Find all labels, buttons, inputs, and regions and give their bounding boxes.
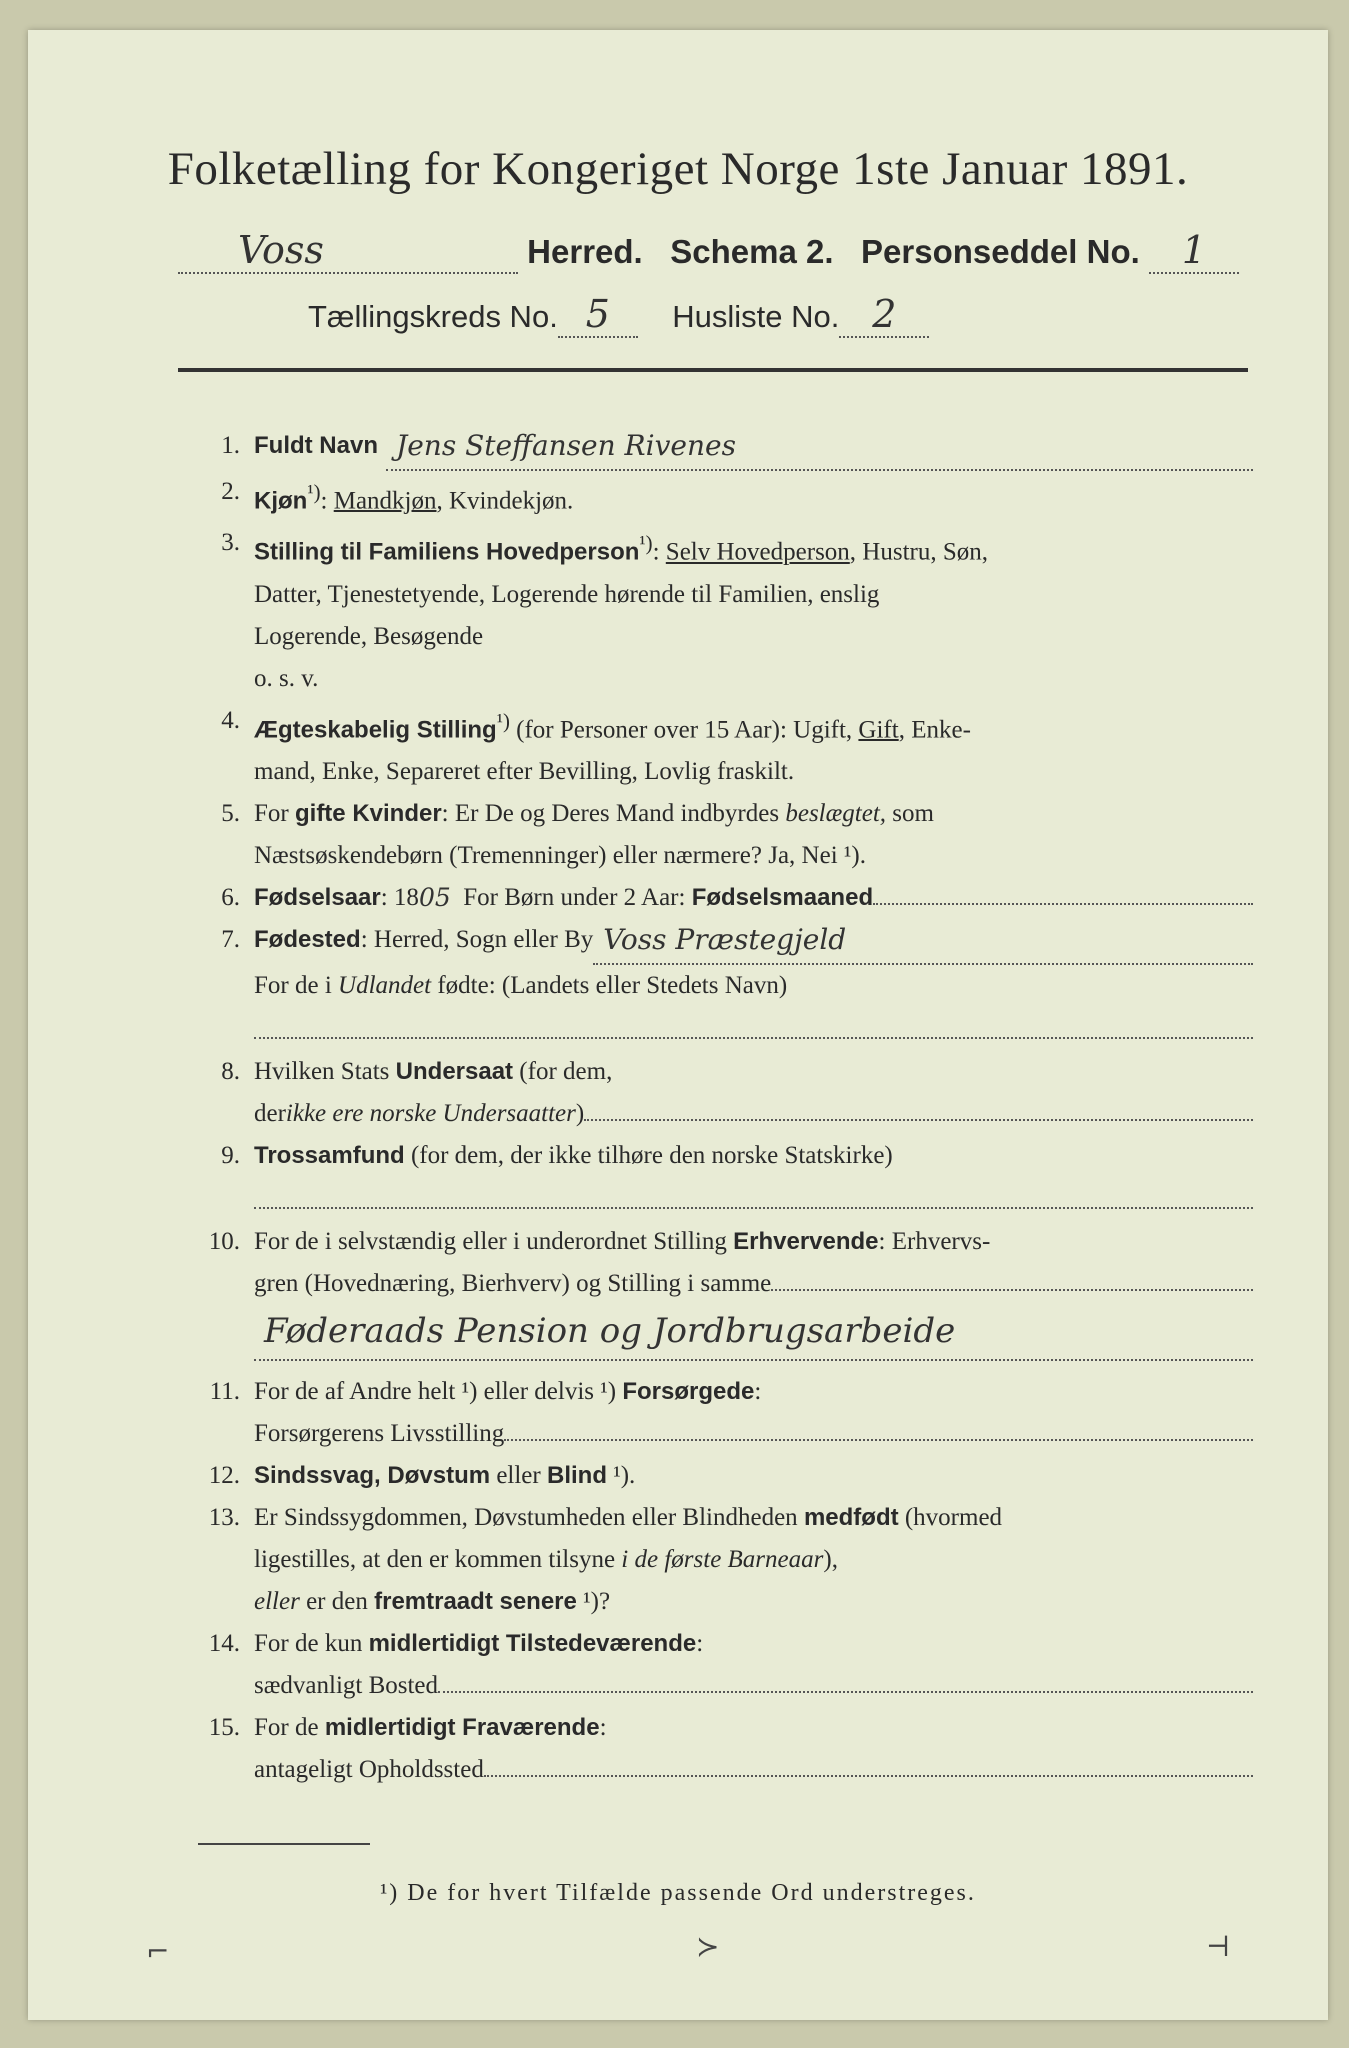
- birth-year-answer: 05: [418, 882, 451, 912]
- question-4: 4. Ægteskabelig Stilling$^{^1)}$ (for Personer over 15 Aar): Ugift, Gift, Enke- mand, Enke, Separeret efter Bevilling, Lovlig fraskilt.: [221, 706, 971, 785]
- taellingskreds-label: Tællingskreds No.: [308, 299, 558, 334]
- marital-status-selected: Gift: [858, 715, 899, 743]
- form-title: Folketælling for Kongeriget Norge 1ste Januar 1891.: [167, 143, 1189, 195]
- birthplace-answer: Voss Præstegjeld: [603, 922, 847, 956]
- question-8: 8. Hvilken Stats Undersaat (for dem, der ikke ere norske Undersaatter ): [178, 1051, 1253, 1135]
- question-9: 9. Trossamfund (for dem, der ikke tilhøre den norske Statskirke): [178, 1135, 1253, 1221]
- family-position-selected: Selv Hovedperson: [665, 538, 850, 566]
- husliste-label: Husliste No.: [672, 299, 840, 334]
- taellingskreds-value: 5: [585, 292, 610, 336]
- question-1-label: Fuldt Navn: [254, 432, 378, 459]
- header-rule: [178, 368, 1248, 372]
- footnote-rule: [198, 1843, 370, 1845]
- question-14: 14. For de kun midlertidigt Tilstedeværende: sædvanligt Bosted: [178, 1623, 1253, 1707]
- header-line: [178, 228, 1248, 284]
- census-form: [28, 30, 1328, 2020]
- personseddel-value: 1: [1181, 228, 1207, 272]
- full-name-answer: Jens Steffansen Rivenes: [396, 429, 736, 462]
- personseddel-label: Personseddel No.: [861, 233, 1140, 270]
- question-7: 7. Fødested : Herred, Sogn eller By Voss Præstegjeld For de i Udlandet fødte: (Landets eller Stedets Navn): [178, 919, 1253, 1051]
- corner-mark-icon: ⊣: [1206, 1930, 1231, 1963]
- herred-value: Voss: [238, 228, 324, 272]
- question-2: 2. Kjøn$^{^1)}$: Mandkjøn, Kvindekjøn.: [221, 478, 574, 515]
- gender-selected: Mandkjøn: [333, 487, 437, 515]
- corner-mark-icon: ⌐: [146, 1935, 170, 1968]
- husliste-value: 2: [872, 292, 897, 336]
- herred-label: Herred.: [527, 233, 643, 270]
- occupation-answer: Føderaads Pension og Jordbrugsarbeide: [264, 1310, 956, 1351]
- question-12: 12. Sindssvag, Døvstum eller Blind ¹).: [208, 1461, 636, 1489]
- question-10: 10. For de i selvstændig eller i underordnet Stilling Erhvervende: Erhvervs- gren (Hovednæring, Bierhverv) og Stilling i samme Føderaads Pension og Jordbrugsarbeide: [178, 1221, 1253, 1371]
- question-3: 3. Stilling til Familiens Hovedperson$^{^1)}$: Selv Hovedperson, Hustru, Søn, Datter, Tjenestetyende, Logerende hørende til Familien, enslig Logerende, Besøgende o. s. v.: [221, 529, 989, 692]
- question-15: 15. For de midlertidigt Fraværende: antageligt Opholdssted: [178, 1707, 1253, 1791]
- center-mark-icon: ≻: [696, 1930, 720, 1963]
- question-13: 13. Er Sindssygdommen, Døvstumheden eller Blindheden medfødt (hvormed ligestilles, at den er kommen tilsyne i de første Barneaar), eller er den fremtraadt senere ¹)?: [208, 1503, 1003, 1615]
- schema-label: Schema 2.: [670, 233, 834, 270]
- question-6: 6. Fødselsaar : 18 05 For Børn under 2 Aar: Fødselsmaaned: [178, 877, 1253, 919]
- question-5: 5. For gifte Kvinder: Er De og Deres Mand indbyrdes beslægtet, som Næstsøskendebørn (Tremenninger) eller nærmere? Ja, Nei ¹).: [221, 799, 934, 869]
- subheader-line: [308, 292, 1208, 338]
- question-list: [178, 425, 1253, 1791]
- footnote: ¹) De for hvert Tilfælde passende Ord understreges.: [380, 1880, 976, 1906]
- question-11: 11. For de af Andre helt ¹) eller delvis ¹) Forsørgede: Forsørgerens Livsstilling: [178, 1371, 1253, 1455]
- question-1: 1. Fuldt Navn Jens Steffansen Rivenes: [178, 425, 1253, 471]
